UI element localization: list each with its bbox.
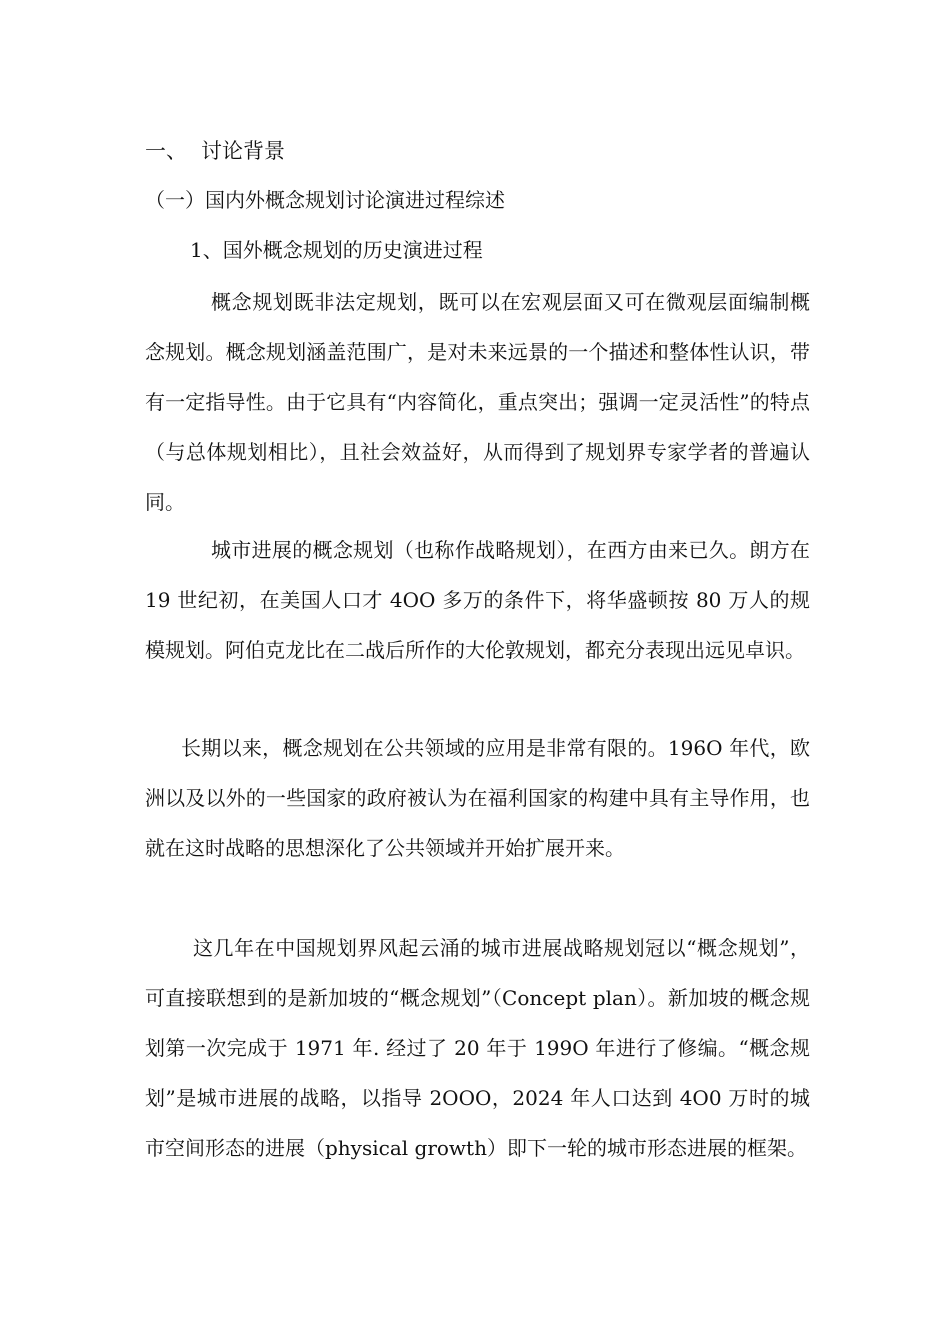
subsubsection-heading: 1、国外概念规划的历史演进过程 [190,238,483,262]
paragraph-concept-planning-definition: 概念规划既非法定规划，既可以在宏观层面又可在微观层面编制概念规划。概念规划涵盖范围广，是对未来远景的一个描述和整体性认识，带有一定指导性。由于它具有“内容简化，重点突出；强调一定灵活性”的特点（与总体规划相比），且社会效益好，从而得到了规划界专家学者的普遍认同。 [145,290,810,514]
section-heading [145,138,285,164]
paragraph-western-history: 城市进展的概念规划（也称作战略规划），在西方由来已久。朗方在 19 世纪初，在美国人口才 4OO 多万的条件下，将华盛顿按 80 万人的规模规划。阿伯克龙比在二战后所作的大伦敦规划，都充分表现出远见卓识。 [145,538,810,662]
section-title: 讨论背景 [201,139,285,163]
paragraph-public-domain: 长期以来，概念规划在公共领域的应用是非常有限的。196O 年代，欧洲以及以外的一些国家的政府被认为在福利国家的构建中具有主导作用，也就在这时战略的思想深化了公共领域并开始扩展开来。 [145,736,810,860]
section-number: 一、 [145,139,187,163]
paragraph-singapore-concept-plan: 这几年在中国规划界风起云涌的城市进展战略规划冠以“概念规划”，可直接联想到的是新加坡的“概念规划”（Concept plan）。新加坡的概念规划第一次完成于 1971 年. 经过了 20 年于 199O 年进行了修编。“概念规划”是城市进展的战略，以指导 2OOO，2024 年人口达到 4O0 万时的城市空间形态的进展（physical growth）即下一轮的城市形态进展的框架。 [145,936,810,1160]
subsection-heading: （一）国内外概念规划讨论演进过程综述 [145,188,505,212]
